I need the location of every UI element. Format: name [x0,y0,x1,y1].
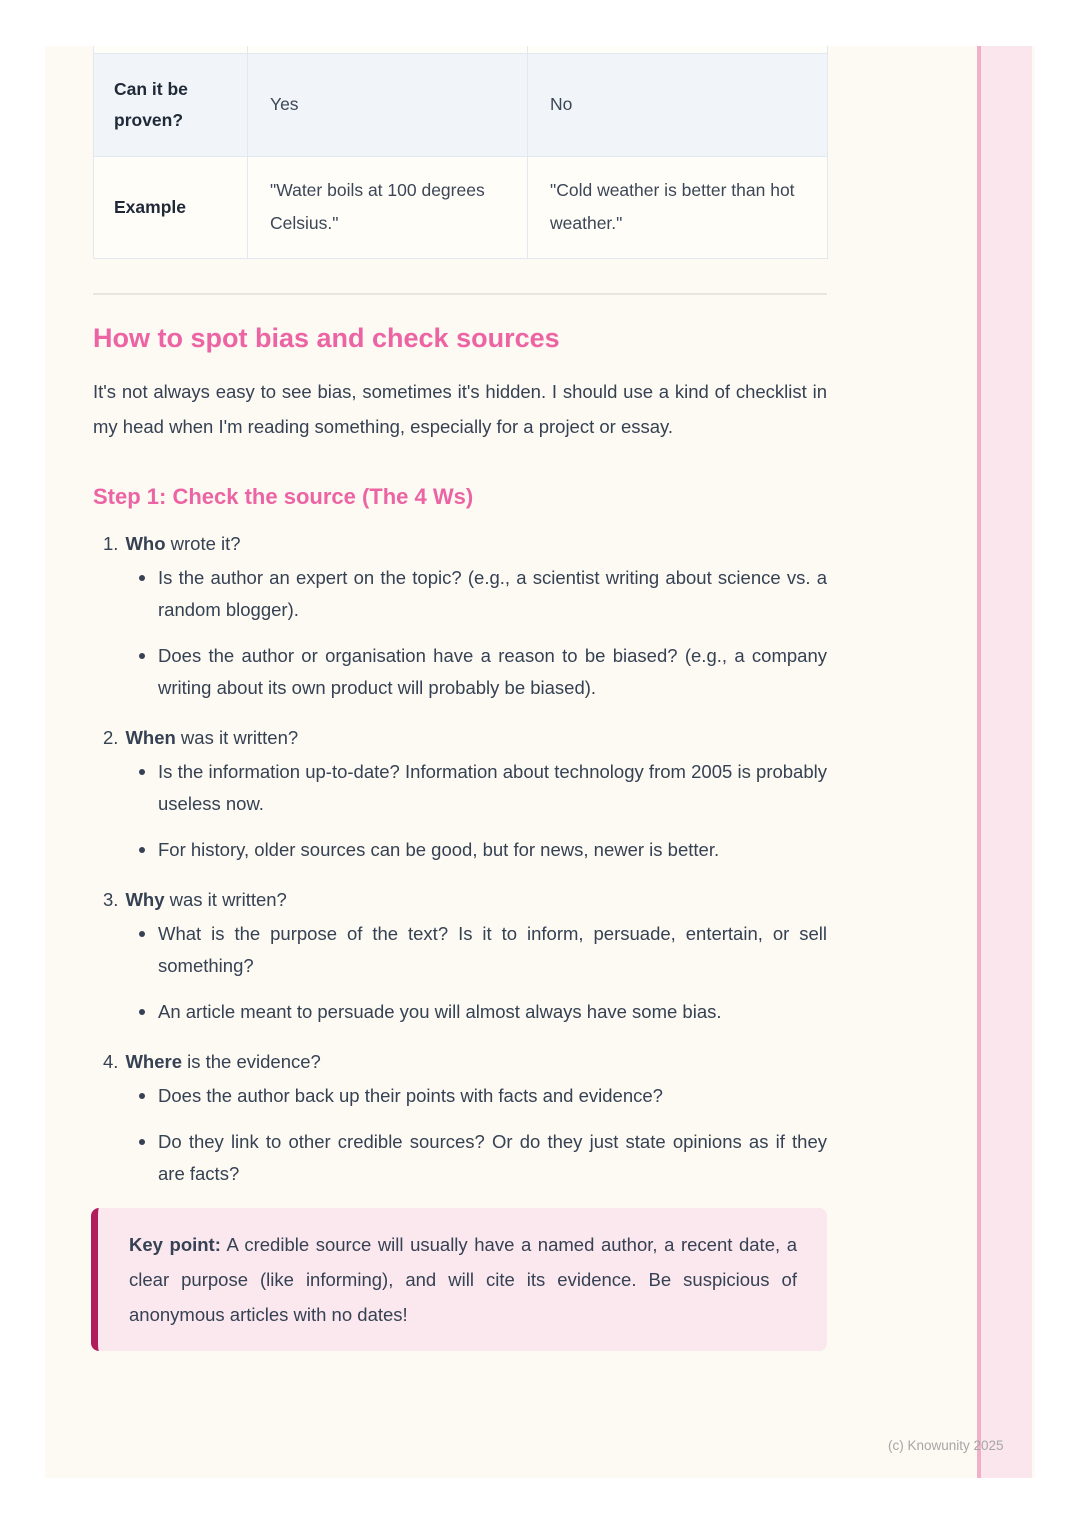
bullet-text: What is the purpose of the text? Is it to inform, persuade, entertain, or sell something? [158,922,827,976]
bullet-dot-icon [139,653,145,659]
bullet-item [93,640,827,704]
bullet-text: Does the author or organisation have a reason to be biased? (e.g., a company writing about its own product will probably be biased). [158,644,827,698]
bullet-item [93,1126,827,1190]
item-number: 1. [103,532,119,554]
checklist-item-why [93,884,827,1028]
four-ws-checklist [93,528,827,1190]
table-row-cutoff [94,46,828,53]
item-heading-text: wrote it? [165,532,241,554]
keypoint-text: A credible source will usually have a named author, a recent date, a clear purpose (like informing), and will cite its evidence. Be suspicious of anonymous articles with no dates! [129,1233,797,1325]
table-cell-fact: "Water boils at 100 degrees Celsius." [248,156,528,258]
item-keyword: Why [125,888,165,910]
table-row [94,156,828,258]
checklist-item-heading [93,528,827,560]
item-number: 3. [103,888,119,910]
footer-copyright: (c) Knowunity 2025 [888,1438,1004,1453]
bullet-text: Is the author an expert on the topic? (e.g., a scientist writing about science vs. a random blogger). [158,566,827,620]
table-cell [528,46,828,53]
item-number: 2. [103,726,119,748]
checklist-item-who [93,528,827,704]
item-keyword: Who [125,532,166,554]
section-heading: How to spot bias and check sources [93,322,560,353]
bullet-dot-icon [139,1093,145,1099]
bullet-text: Is the information up-to-date? Information about technology from 2005 is probably useless now. [158,760,827,814]
bullet-item [93,756,827,820]
bullet-text: An article meant to persuade you will almost always have some bias. [158,1000,722,1022]
item-heading-text: is the evidence? [181,1050,321,1072]
bullet-item [93,996,827,1028]
item-number: 4. [103,1050,119,1072]
item-heading-text: was it written? [164,888,287,910]
intro-paragraph: It's not always easy to see bias, sometimes it's hidden. I should use a kind of checklist in my head when I'm reading something, especially for a project or essay. [93,380,827,437]
table-cell [94,46,248,53]
bullet-dot-icon [139,931,145,937]
checklist-item-when [93,722,827,866]
page-side-strip [977,46,1032,1478]
section-divider [93,293,827,295]
bullet-item [93,918,827,982]
bullet-dot-icon [139,847,145,853]
bullet-dot-icon [139,575,145,581]
bullet-dot-icon [139,1139,145,1145]
keypoint-callout [91,1208,827,1351]
bullet-dot-icon [139,1009,145,1015]
item-heading-text: was it written? [175,726,299,748]
bullet-item [93,834,827,866]
fact-opinion-table [93,46,828,259]
table-cell-opinion: "Cold weather is better than hot weather." [528,156,828,258]
bullet-dot-icon [139,769,145,775]
bullet-text: Do they link to other credible sources? Or do they just state opinions as if they are facts? [158,1130,827,1184]
bullet-item [93,1080,827,1112]
table-row-label: Can it be proven? [94,53,248,156]
item-keyword: Where [125,1050,182,1072]
table-row-label: Example [94,156,248,258]
keypoint-label: Key point: [129,1233,221,1255]
table-cell [248,46,528,53]
document-page [45,46,1035,1478]
checklist-item-heading [93,722,827,754]
checklist-item-where [93,1046,827,1190]
item-keyword: When [125,726,176,748]
table-cell-opinion: No [528,53,828,156]
bullet-text: For history, older sources can be good, but for news, newer is better. [158,838,720,860]
step-heading: Step 1: Check the source (The 4 Ws) [93,483,474,509]
table-cell-fact: Yes [248,53,528,156]
checklist-item-heading [93,884,827,916]
page-content [93,46,827,1351]
table-row [94,53,828,156]
checklist-item-heading [93,1046,827,1078]
bullet-text: Does the author back up their points with facts and evidence? [158,1084,663,1106]
bullet-item [93,562,827,626]
